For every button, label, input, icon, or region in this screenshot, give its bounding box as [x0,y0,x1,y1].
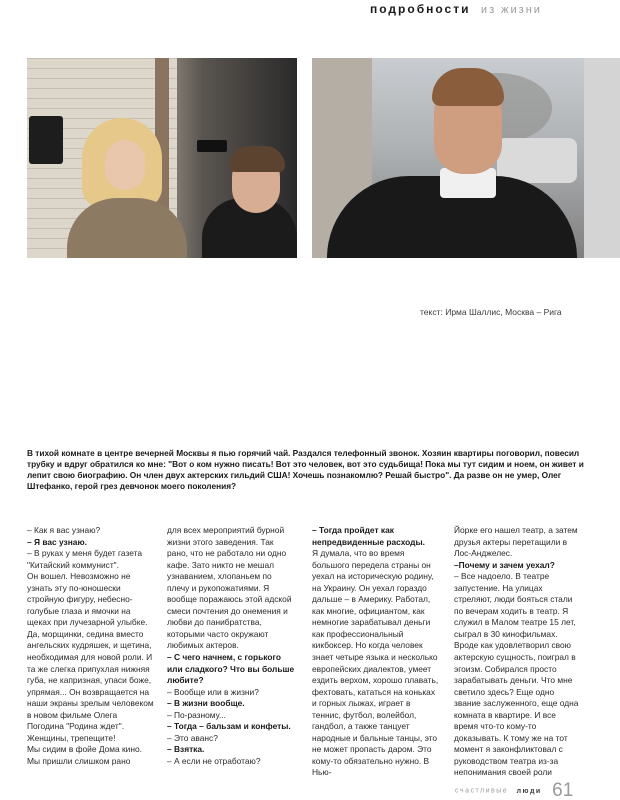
article-paragraph: – Я вас узнаю. [27,536,87,547]
footer-label: счастливые [455,787,509,795]
woman-face [105,140,145,190]
article-column-2 [167,525,295,767]
page-footer [455,780,620,800]
article-paragraph: –Почему и зачем уехал? [454,559,555,570]
article-paragraph: Он вошел. Невозможно не узнать эту по-юношески стройную фигуру, небесно-голубые глаза и ямочки на щеках при лучезарной улыбке. Да, морщинки, седина вместо ангельских кудряшек, и щетина, необходимая для новой роли. И та же слегка припухлая нижняя губа, не капризная, упаси боже, упрямая... Он возвращается на наши экраны зрелым человеком в новом фильме Олега Погодина "Родина ждет". Женщины, трепещите! [27,571,154,743]
article-paragraph: Йорке его нашел театр, а затем друзья актеры перетащили в Лос-Анджелес. [454,525,578,559]
article-column-4 [454,525,582,779]
article-paragraph: – Вообще или в жизни? [167,686,259,697]
section-title: подробности [370,2,471,16]
photo-edge-strip [584,58,620,258]
section-header [370,0,620,16]
street-lamp [29,116,63,164]
photo-right [312,58,584,258]
article-paragraph: – А если не отработаю? [167,755,261,766]
article-paragraph: – Как я вас узнаю? [27,525,101,535]
pistol [197,140,227,152]
article-paragraph: – Это аванс? [167,732,218,743]
page-number: 61 [552,780,574,800]
author-credit: текст: Ирма Шаллис, Москва – Рига [420,307,562,317]
article-paragraph: – В жизни вообще. [167,698,245,709]
article-paragraph: – Тогда – бальзам и конфеты. [167,721,291,732]
article-paragraph: – В руках у меня будет газета "Китайский коммунист". [27,548,142,570]
article-column-3 [312,525,440,779]
man-hair [229,146,285,172]
article-paragraph: Я думала, что во время большого передела страны он уехал на историческую родину, на Украину. Он уехал гораздо дальше – в Америку. Работал, как многие, официантом, как немногие зарабатывал деньги как профессиональный кикбоксер. Но когда человек знает четыре языка и несколько европейских диалектов, умеет ездить верхом, хорошо плавать, фехтовать, кататься на коньках и горных лыжах, играет в теннис, футбол, волейбол, гандбол, а также танцует народные и бальные танцы, это не может пропасть даром. Это кому-то обязательно нужно. В Нью- [312,548,439,778]
article-paragraph: для всех мероприятий бурной жизни этого заведения. Так рано, что не работало ни одно кафе. Зато никто не мешал узнаванием, хлопаньем по плечу и рукопожатиями. Я вообще поражаюсь этой адской смеси почтения до онемения и любви до панибратства, которыми часто окружают любимых актеров. [167,525,292,651]
lead-paragraph: В тихой комнате в центре вечерней Москвы я пью горячий чай. Раздался телефонный звонок. Хозяин квартиры поговорил, повесил трубку и вдруг обратился ко мне: "Вот о ком нужно писать! Вот это человек, вот это судьбища! Пока мы тут сидим и ноем, он живет и лепит свою биографию. Он член двух актерских гильдий США! Хочешь познакомлю? Решай быстро". Да разве он не умер, Олег Штефанко, герой грез девчонок моего поколения? [27,448,584,491]
footer-label-bold: люди [516,787,542,795]
article-paragraph: – Тогда пройдет как непредвиденные расходы. [312,525,425,547]
article-paragraph: – Взятка. [167,744,205,755]
subsection-title: из жизни [480,4,542,16]
photo-left [27,58,297,258]
article-paragraph: – С чего начнем, с горького или сладкого? Что вы больше любите? [167,652,295,686]
article-column-1 [27,525,155,767]
article-paragraph: – По-разному... [167,709,226,720]
article-paragraph: Мы сидим в фойе Дома кино. Мы пришли слишком рано [27,744,142,766]
article-paragraph: – Все надоело. В театре запустение. На улицах стреляют, люди бояться стали по вечерам ходить в театр. Я служил в Малом театре 15 лет, сыграл в 30 кинофильмах. Вроде как удовлетворил свою актерскую сущность, поиграл в эгоизм. Собирался просто зарабатывать деньги. Что мне светило здесь? Еще одно звание заслуженного, еще одна комната в квартире. И все время что-то кому-то доказывать. К тому же на тот момент я законфликтовал с руководством театра из-за непонимания своей роли [454,571,579,778]
